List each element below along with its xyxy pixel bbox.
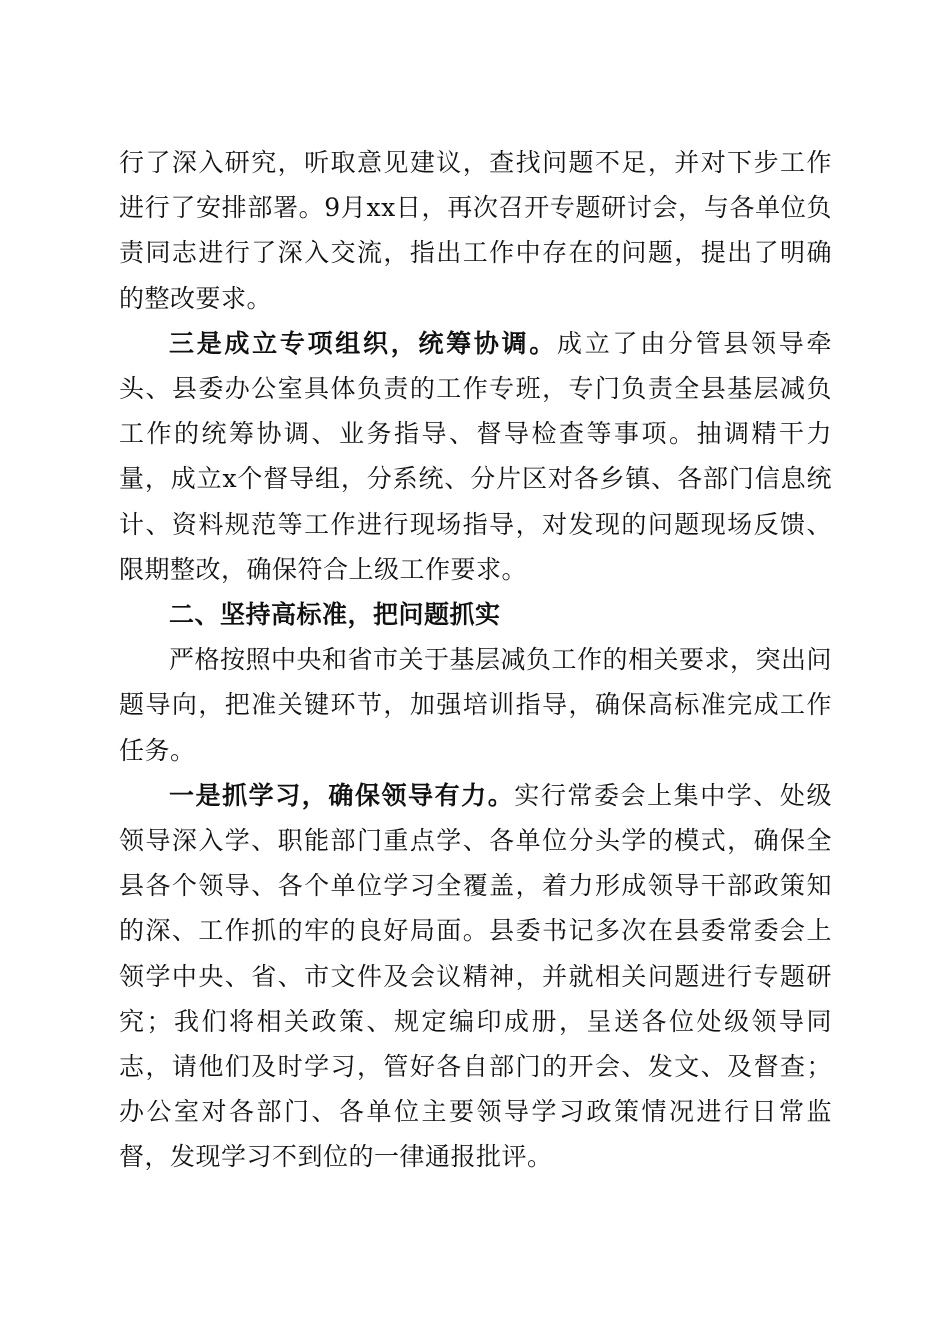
paragraph-lead: 一是抓学习，确保领导有力。 <box>169 780 515 810</box>
paragraph-text: 行了深入研究，听取意见建议，查找问题不足，并对下步工作进行了安排部署。9月xx日，再次召开专题研讨会，与各单位负责同志进行了深入交流，指出工作中存在的问题，提出了明确的整改要求。 <box>119 148 832 313</box>
paragraph-study <box>119 773 832 1180</box>
paragraph-text: 实行常委会上集中学、处级领导深入学、职能部门重点学、各单位分头学的模式，确保全县各个领导、各个单位学习全覆盖，着力形成领导干部政策知的深、工作抓的牢的良好局面。县委书记多次在县委常委会上领学中央、省、市文件及会议精神，并就相关问题进行专题研究；我们将相关政策、规定编印成册，呈送各位处级领导同志，请他们及时学习，管好各自部门的开会、发文、及督查；办公室对各部门、各单位主要领导学习政策情况进行日常监督，发现学习不到位的一律通报批评。 <box>119 780 832 1172</box>
section-heading: 二、坚持高标准，把问题抓实 <box>169 600 501 630</box>
paragraph-text: 严格按照中央和省市关于基层减负工作的相关要求，突出问题导向，把准关键环节，加强培训指导，确保高标准完成工作任务。 <box>119 645 833 765</box>
paragraph-continued <box>119 140 832 321</box>
paragraph-text: 成立了由分管县领导牵头、县委办公室具体负责的工作专班，专门负责全县基层减负工作的统筹协调、业务指导、督导检查等事项。抽调精干力量，成立x个督导组，分系统、分片区对各乡镇、各部门信息统计、资料规范等工作进行现场指导，对发现的问题现场反馈、限期整改，确保符合上级工作要求。 <box>119 328 832 584</box>
paragraph-lead: 三是成立专项组织，统筹协调。 <box>169 328 558 358</box>
paragraph-special-organization <box>119 321 832 592</box>
document-body <box>119 140 832 1180</box>
paragraph-section-intro <box>119 637 832 773</box>
